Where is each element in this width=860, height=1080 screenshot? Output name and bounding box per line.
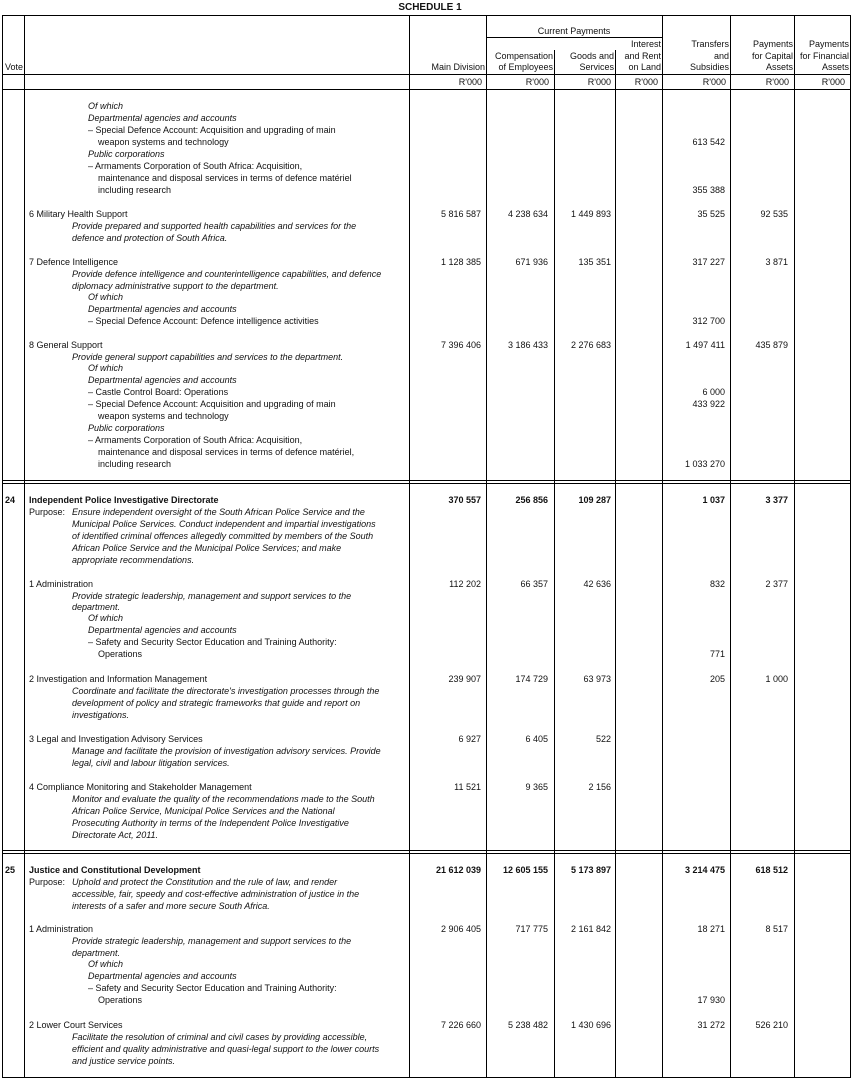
row-text: Public corporations bbox=[88, 149, 165, 159]
row-text: – Armaments Corporation of South Africa: Acquisition, bbox=[88, 161, 303, 171]
row-text: – Special Defence Account: Acquisition and upgrading of main bbox=[88, 125, 336, 135]
row-text: – Special Defence Account: Acquisition and upgrading of main bbox=[88, 399, 336, 409]
row-value-comp: 6 405 bbox=[525, 734, 548, 744]
row-text: legal, civil and labour litigation services. bbox=[72, 758, 230, 768]
col-rule-capital bbox=[794, 15, 795, 1078]
schedule-title: SCHEDULE 1 bbox=[398, 2, 462, 13]
header-financial-2: for Financial bbox=[799, 51, 849, 61]
unit-interest: R'000 bbox=[634, 77, 658, 87]
row-value-goods: 135 351 bbox=[578, 257, 611, 267]
row-text: development of policy and strategic frameworks that guide and report on bbox=[72, 698, 361, 708]
header-goods-2: Services bbox=[579, 62, 614, 72]
row-value-tr: 1 033 270 bbox=[684, 459, 725, 469]
row-value-main: 2 906 405 bbox=[440, 924, 481, 934]
row-value-tr: 433 922 bbox=[692, 399, 725, 409]
current-payments-rule bbox=[486, 37, 662, 38]
row-value-goods: 522 bbox=[595, 734, 611, 744]
row-value-cap: 92 535 bbox=[760, 209, 788, 219]
row-text: Justice and Constitutional Development bbox=[29, 865, 201, 875]
col-rule-desc bbox=[409, 15, 410, 1078]
row-value-main: 21 612 039 bbox=[435, 865, 481, 875]
row-text: Operations bbox=[98, 995, 143, 1005]
row-value-cap: 2 377 bbox=[765, 579, 788, 589]
row-value-tr: 3 214 475 bbox=[684, 865, 725, 875]
row-text: Provide prepared and supported health capabilities and services for the bbox=[72, 221, 357, 231]
header-vote: Vote bbox=[5, 62, 24, 72]
header-transfers-3: Subsidies bbox=[689, 62, 729, 72]
row-text: 1 Administration bbox=[29, 579, 94, 589]
row-text: 7 Defence Intelligence bbox=[29, 257, 119, 267]
row-text: Coordinate and facilitate the directorate's investigation processes through the bbox=[72, 686, 380, 696]
row-text: Municipal Police Services. Conduct independent and impartial investigations bbox=[72, 519, 376, 529]
row-value-comp: 174 729 bbox=[515, 674, 548, 684]
row-text: Provide strategic leadership, management and support services to the bbox=[72, 591, 352, 601]
header-goods-1: Goods and bbox=[569, 51, 614, 61]
row-value-comp: 671 936 bbox=[515, 257, 548, 267]
row-value-main: 1 128 385 bbox=[440, 257, 481, 267]
row-text: Provide strategic leadership, management and support services to the bbox=[72, 936, 352, 946]
row-value-goods: 63 973 bbox=[583, 674, 611, 684]
row-value-tr: 317 227 bbox=[692, 257, 725, 267]
row-value-tr: 613 542 bbox=[692, 137, 725, 147]
unit-transfers: R'000 bbox=[702, 77, 726, 87]
row-value-tr: 1 037 bbox=[702, 495, 725, 505]
row-value-goods: 42 636 bbox=[583, 579, 611, 589]
unit-comp: R'000 bbox=[525, 77, 549, 87]
row-text: 2 Investigation and Information Management bbox=[29, 674, 208, 684]
row-value-cap: 3 871 bbox=[765, 257, 788, 267]
row-value-main: 6 927 bbox=[458, 734, 481, 744]
row-text: Provide defence intelligence and counterintelligence capabilities, and defence bbox=[72, 269, 382, 279]
row-value-comp: 3 186 433 bbox=[507, 340, 548, 350]
header-transfers-1: Transfers bbox=[691, 39, 729, 49]
row-value-comp: 66 357 bbox=[520, 579, 548, 589]
row-value-goods: 1 430 696 bbox=[570, 1020, 611, 1030]
row-text: – Safety and Security Sector Education and Training Authority: bbox=[88, 983, 337, 993]
row-text: department. bbox=[72, 948, 121, 958]
row-text: Operations bbox=[98, 649, 143, 659]
header-interest-2: and Rent bbox=[624, 51, 661, 61]
row-text: Uphold and protect the Constitution and the rule of law, and render bbox=[72, 877, 338, 887]
row-text: interests of a safer and more secure South Africa. bbox=[72, 901, 270, 911]
row-text: maintenance and disposal services in terms of defence matériel, bbox=[98, 447, 355, 457]
header-capital-1: Payments bbox=[752, 39, 793, 49]
row-text: Ensure independent oversight of the South African Police Service and the bbox=[72, 507, 365, 517]
row-text: Departmental agencies and accounts bbox=[88, 113, 237, 123]
row-value-cap: 435 879 bbox=[755, 340, 788, 350]
row-text: weapon systems and technology bbox=[98, 137, 229, 147]
row-value-tr: 205 bbox=[709, 674, 725, 684]
header-compensation-2: of Employees bbox=[498, 62, 553, 72]
unit-row-rule bbox=[2, 89, 851, 90]
row-text: 8 General Support bbox=[29, 340, 103, 350]
row-value-main: 7 226 660 bbox=[440, 1020, 481, 1030]
row-text: 25 bbox=[5, 865, 16, 875]
vote-24-rule-b bbox=[2, 483, 851, 484]
row-text: including research bbox=[98, 185, 172, 195]
row-value-comp: 9 365 bbox=[525, 782, 548, 792]
row-value-tr: 31 272 bbox=[697, 1020, 725, 1030]
row-text: appropriate recommendations. bbox=[72, 555, 195, 565]
row-text: Departmental agencies and accounts bbox=[88, 971, 237, 981]
row-value-tr: 17 930 bbox=[697, 995, 725, 1005]
header-main-division: Main Division bbox=[431, 62, 485, 72]
header-interest-3: on Land bbox=[628, 62, 661, 72]
row-text: African Police Service, Municipal Police Services and the National bbox=[72, 806, 335, 816]
row-text: Public corporations bbox=[88, 423, 165, 433]
vote-25-rule-a bbox=[2, 850, 851, 851]
row-value-main: 112 202 bbox=[449, 579, 481, 589]
row-text: weapon systems and technology bbox=[98, 411, 229, 421]
row-text: Provide general support capabilities and services to the department. bbox=[72, 352, 344, 362]
row-text: African Police Service and the Municipal Police Services; and make bbox=[72, 543, 342, 553]
row-text: Purpose: bbox=[29, 877, 66, 887]
row-text: Manage and facilitate the provision of investigation advisory services. Provide bbox=[72, 746, 381, 756]
row-value-goods: 2 156 bbox=[588, 782, 611, 792]
col-rule-goods bbox=[615, 50, 616, 1078]
row-text: investigations. bbox=[72, 710, 130, 720]
unit-main: R'000 bbox=[458, 77, 482, 87]
row-text: 3 Legal and Investigation Advisory Services bbox=[29, 734, 203, 744]
row-value-goods: 1 449 893 bbox=[570, 209, 611, 219]
row-value-comp: 717 775 bbox=[515, 924, 548, 934]
vote-25-rule-b bbox=[2, 853, 851, 854]
header-financial-1: Payments bbox=[808, 39, 849, 49]
row-value-main: 370 557 bbox=[448, 495, 481, 505]
row-text: defence and protection of South Africa. bbox=[72, 233, 228, 243]
header-transfers-2: and bbox=[713, 51, 729, 61]
row-text: Of which bbox=[88, 363, 124, 373]
row-value-goods: 2 161 842 bbox=[570, 924, 611, 934]
row-value-goods: 2 276 683 bbox=[570, 340, 611, 350]
header-capital-3: Assets bbox=[765, 62, 793, 72]
row-text: – Safety and Security Sector Education and Training Authority: bbox=[88, 637, 337, 647]
row-text: 1 Administration bbox=[29, 924, 94, 934]
row-value-cap: 1 000 bbox=[765, 674, 788, 684]
col-rule-transfers bbox=[730, 15, 731, 1078]
row-value-comp: 5 238 482 bbox=[507, 1020, 548, 1030]
row-text: 4 Compliance Monitoring and Stakeholder Management bbox=[29, 782, 252, 792]
row-text: Monitor and evaluate the quality of the recommendations made to the South bbox=[72, 794, 375, 804]
row-text: diplomacy administrative support to the department. bbox=[72, 281, 279, 291]
row-text: – Special Defence Account: Defence intelligence activities bbox=[88, 316, 319, 326]
header-financial-3: Assets bbox=[821, 62, 849, 72]
row-text: department. bbox=[72, 602, 121, 612]
row-text: Of which bbox=[88, 292, 124, 302]
row-value-comp: 12 605 155 bbox=[502, 865, 548, 875]
row-text: including research bbox=[98, 459, 172, 469]
unit-capital: R'000 bbox=[765, 77, 789, 87]
row-text: Departmental agencies and accounts bbox=[88, 375, 237, 385]
row-value-tr: 832 bbox=[709, 579, 725, 589]
row-text: – Armaments Corporation of South Africa: Acquisition, bbox=[88, 435, 303, 445]
header-capital-2: for Capital bbox=[751, 51, 793, 61]
row-value-main: 5 816 587 bbox=[440, 209, 481, 219]
col-rule-interest bbox=[662, 15, 663, 1078]
row-text: Departmental agencies and accounts bbox=[88, 625, 237, 635]
row-text: Independent Police Investigative Directorate bbox=[29, 495, 219, 505]
header-current-payments: Current Payments bbox=[537, 26, 611, 36]
col-rule-main bbox=[486, 15, 487, 1078]
unit-financial: R'000 bbox=[821, 77, 845, 87]
row-text: Of which bbox=[88, 613, 124, 623]
row-text: 6 Military Health Support bbox=[29, 209, 128, 219]
row-value-tr: 18 271 bbox=[697, 924, 725, 934]
row-text: Departmental agencies and accounts bbox=[88, 304, 237, 314]
vote-24-rule-a bbox=[2, 480, 851, 481]
row-text: Prosecuting Authority in terms of the Independent Police Investigative bbox=[72, 818, 349, 828]
header-bottom-rule bbox=[2, 74, 851, 75]
col-rule-vote bbox=[24, 15, 25, 1078]
row-value-comp: 4 238 634 bbox=[507, 209, 548, 219]
row-text: accessible, fair, speedy and cost-effective administration of justice in the bbox=[72, 889, 360, 899]
row-value-comp: 256 856 bbox=[515, 495, 548, 505]
unit-goods: R'000 bbox=[587, 77, 611, 87]
row-value-cap: 8 517 bbox=[765, 924, 788, 934]
row-value-cap: 526 210 bbox=[755, 1020, 788, 1030]
row-text: Purpose: bbox=[29, 507, 66, 517]
header-interest-1: Interest bbox=[630, 39, 661, 49]
row-text: 24 bbox=[5, 495, 16, 505]
row-text: Facilitate the resolution of criminal and civil cases by providing accessible, bbox=[72, 1032, 368, 1042]
header-compensation-1: Compensation bbox=[494, 51, 553, 61]
row-text: Directorate Act, 2011. bbox=[72, 830, 159, 840]
row-value-main: 11 521 bbox=[454, 782, 481, 792]
row-value-tr: 355 388 bbox=[692, 185, 725, 195]
row-text: Of which bbox=[88, 101, 124, 111]
row-value-cap: 3 377 bbox=[765, 495, 788, 505]
row-value-tr: 6 000 bbox=[702, 387, 725, 397]
row-value-goods: 109 287 bbox=[578, 495, 611, 505]
row-value-tr: 1 497 411 bbox=[685, 340, 725, 350]
row-text: of identified criminal offences allegedly committed by members of the South bbox=[72, 531, 374, 541]
row-text: 2 Lower Court Services bbox=[29, 1020, 123, 1030]
row-value-main: 239 907 bbox=[448, 674, 481, 684]
row-text: and justice service points. bbox=[72, 1056, 176, 1066]
row-text: efficient and quality administrative and quasi-legal support to the lower courts bbox=[72, 1044, 380, 1054]
row-value-tr: 35 525 bbox=[697, 209, 725, 219]
row-text: – Castle Control Board: Operations bbox=[88, 387, 229, 397]
row-value-goods: 5 173 897 bbox=[570, 865, 611, 875]
row-text: Of which bbox=[88, 959, 124, 969]
row-value-cap: 618 512 bbox=[755, 865, 788, 875]
row-value-tr: 771 bbox=[709, 649, 725, 659]
row-value-main: 7 396 406 bbox=[440, 340, 481, 350]
row-text: maintenance and disposal services in terms of defence matériel bbox=[98, 173, 352, 183]
row-value-tr: 312 700 bbox=[692, 316, 725, 326]
